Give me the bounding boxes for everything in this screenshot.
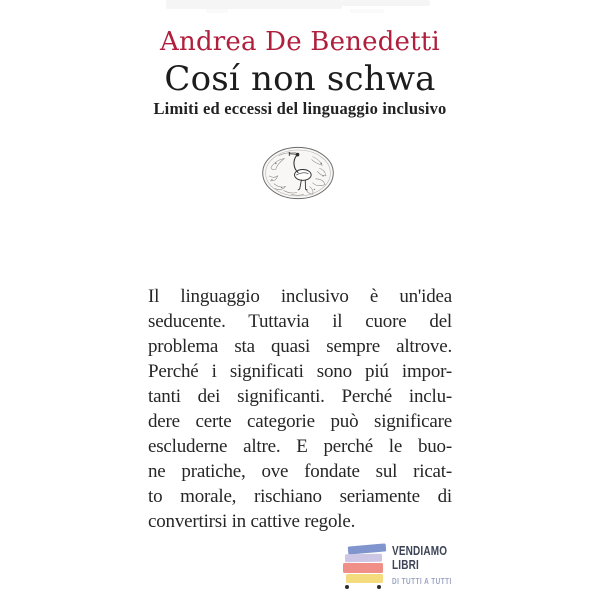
vendiamo-libri-logo	[340, 543, 480, 595]
book-spine-yellow	[346, 574, 383, 583]
book-spine-lavender	[345, 554, 382, 563]
blurb-line: tanti dei significanti. Perché inclu-	[148, 386, 452, 407]
back-cover-blurb	[148, 284, 452, 534]
author-name: Andrea De Benedetti	[160, 27, 440, 57]
cart-wheel-icon	[377, 585, 381, 589]
scan-artifact	[206, 9, 228, 13]
blurb-line: to morale, rischiano seriamente di	[148, 486, 452, 507]
book-title: Cosí non schwa	[164, 59, 436, 99]
book-subtitle: Limiti ed eccessi del linguaggio inclusivo	[153, 99, 447, 118]
scan-artifact	[342, 0, 430, 6]
blurb-line: dere certe categorie può significare	[148, 411, 452, 432]
blurb-line: Perché i significati sono piú impor-	[148, 361, 452, 382]
book-cart-icon	[340, 543, 388, 591]
blurb-line: ne pratiche, ove fondate sul ricat-	[148, 461, 452, 482]
einaudi-ostrich-emblem-icon	[259, 144, 337, 202]
blurb-line: convertirsi in cattive regole.	[148, 511, 356, 532]
blurb-line: seducente. Tuttavia il cuore del	[148, 311, 452, 332]
cart-wheel-icon	[345, 585, 349, 589]
publisher-badge-text	[392, 544, 452, 586]
scan-artifact	[350, 9, 384, 13]
badge-word-2: LIBRI	[392, 558, 419, 572]
blurb-line: problema sta quasi sempre altrove.	[148, 336, 452, 357]
book-spine-salmon	[343, 563, 383, 573]
badge-word-1: VENDIAMO	[392, 544, 448, 558]
badge-tagline: DI TUTTI A TUTTI	[392, 577, 452, 586]
scan-artifact	[166, 0, 342, 9]
blurb-line: escluderne altre. E perché le buo-	[148, 436, 452, 457]
blurb-line: Il linguaggio inclusivo è un'idea	[148, 286, 452, 307]
